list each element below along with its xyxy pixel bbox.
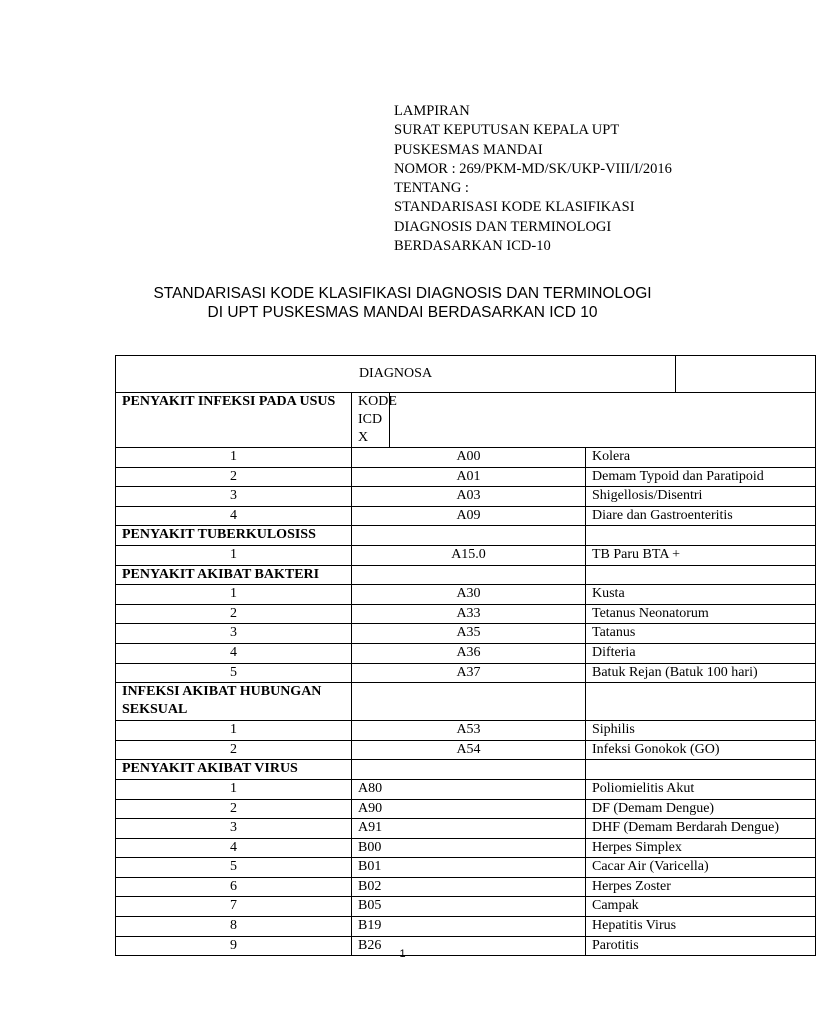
icd-code: B00: [352, 838, 586, 858]
diagnosis-name: Campak: [586, 897, 816, 917]
row-number: 1: [116, 779, 352, 799]
diagnosis-name: Hepatitis Virus: [586, 917, 816, 937]
header-line: TENTANG :: [394, 180, 469, 197]
diagnosis-name: Poliomielitis Akut: [586, 779, 816, 799]
table-row: [116, 897, 816, 917]
table-row: [116, 779, 816, 799]
diagnosis-name: Herpes Simplex: [586, 838, 816, 858]
header-line: NOMOR : 269/PKM-MD/SK/UKP-VIII/I/2016: [394, 160, 672, 177]
header-line: DIAGNOSIS DAN TERMINOLOGI: [394, 218, 612, 235]
category-row: [116, 526, 816, 546]
diagnosis-name: DHF (Demam Berdarah Dengue): [586, 819, 816, 839]
category-row: [116, 760, 816, 780]
row-number: 4: [116, 643, 352, 663]
icd-code: A33: [352, 604, 586, 624]
page-number: 1: [399, 948, 406, 960]
diagnosis-name: Demam Typoid dan Paratipoid: [586, 467, 816, 487]
icd-code: B01: [352, 858, 586, 878]
icd-code: A30: [352, 585, 586, 605]
row-number: 1: [116, 545, 352, 565]
header-line: BERDASARKAN ICD-10: [394, 238, 551, 255]
icd-code: B02: [352, 877, 586, 897]
diagnosis-name: Difteria: [586, 643, 816, 663]
row-number: 2: [116, 467, 352, 487]
category-label: PENYAKIT TUBERKULOSISS: [116, 526, 352, 546]
icd-code: A91: [352, 819, 586, 839]
category-label: INFEKSI AKIBAT HUBUNGAN SEKSUAL: [116, 683, 352, 721]
header-line: LAMPIRAN: [394, 103, 470, 119]
table-row: [116, 506, 816, 526]
icd-code: A36: [352, 643, 586, 663]
document-title: [0, 284, 805, 322]
icd-code: B26: [352, 936, 586, 956]
table-row: [116, 448, 816, 468]
icd-code: A09: [352, 506, 586, 526]
icd-code: A80: [352, 779, 586, 799]
empty-cell: [586, 760, 816, 780]
row-number: 1: [116, 448, 352, 468]
icd-code: A90: [352, 799, 586, 819]
diagnosis-name: Batuk Rejan (Batuk 100 hari): [586, 663, 816, 683]
category-label: PENYAKIT AKIBAT VIRUS: [116, 760, 352, 780]
header-line: PUSKESMAS MANDAI: [394, 141, 543, 158]
row-number: 8: [116, 917, 352, 937]
diagnosis-name: Kusta: [586, 585, 816, 605]
empty-cell: [586, 526, 816, 546]
table-row: [116, 877, 816, 897]
row-number: 5: [116, 663, 352, 683]
row-number: 4: [116, 838, 352, 858]
icd-code: A15.0: [352, 545, 586, 565]
table-row: [116, 467, 816, 487]
icd-table: [115, 355, 816, 956]
empty-cell: [390, 393, 816, 448]
table-row: [116, 624, 816, 644]
row-number: 1: [116, 585, 352, 605]
diagnosis-name: Diare dan Gastroenteritis: [586, 506, 816, 526]
icd-code: B19: [352, 917, 586, 937]
table-container: [115, 355, 779, 953]
category-row: [116, 683, 816, 721]
table-row: [116, 487, 816, 507]
category-label: PENYAKIT AKIBAT BAKTERI: [116, 565, 352, 585]
empty-cell: [352, 526, 586, 546]
table-row: [116, 643, 816, 663]
diagnosis-name: DF (Demam Dengue): [586, 799, 816, 819]
header-block: [394, 102, 672, 256]
table-row: [116, 858, 816, 878]
empty-cell: [352, 683, 586, 721]
table-row: [116, 721, 816, 741]
diagnosis-name: Cacar Air (Varicella): [586, 858, 816, 878]
table-row: [116, 545, 816, 565]
icd-code: A37: [352, 663, 586, 683]
table-row: [116, 604, 816, 624]
table-header-row: [116, 356, 816, 393]
row-number: 1: [116, 721, 352, 741]
empty-cell: [586, 565, 816, 585]
row-number: 9: [116, 936, 352, 956]
empty-cell: [352, 565, 586, 585]
diagnosis-name: Herpes Zoster: [586, 877, 816, 897]
diagnosis-name: Infeksi Gonokok (GO): [586, 740, 816, 760]
diagnosis-name: Tetanus Neonatorum: [586, 604, 816, 624]
diagnosis-name: Shigellosis/Disentri: [586, 487, 816, 507]
title-line-2: DI UPT PUSKESMAS MANDAI BERDASARKAN ICD 10: [207, 304, 598, 321]
diagnosa-header: DIAGNOSA: [116, 356, 676, 393]
table-row: [116, 585, 816, 605]
category-label: PENYAKIT INFEKSI PADA USUS: [116, 393, 352, 448]
diagnosis-name: Kolera: [586, 448, 816, 468]
table-body: [116, 356, 816, 956]
diagnosis-name: Parotitis: [586, 936, 816, 956]
icd-code: A03: [352, 487, 586, 507]
icd-code: B05: [352, 897, 586, 917]
table-row: [116, 838, 816, 858]
row-number: 7: [116, 897, 352, 917]
title-line-1: STANDARISASI KODE KLASIFIKASI DIAGNOSIS DAN TERMINOLOGI: [153, 285, 652, 302]
icd-code: A01: [352, 467, 586, 487]
table-row: [116, 663, 816, 683]
diagnosis-name: Tatanus: [586, 624, 816, 644]
empty-cell: [352, 760, 586, 780]
row-number: 2: [116, 740, 352, 760]
icd-code: A00: [352, 448, 586, 468]
row-number: 2: [116, 799, 352, 819]
table-row: [116, 819, 816, 839]
category-row: [116, 565, 816, 585]
row-number: 3: [116, 624, 352, 644]
icd-code: A54: [352, 740, 586, 760]
header-line: SURAT KEPUTUSAN KEPALA UPT: [394, 122, 620, 139]
empty-cell: [586, 683, 816, 721]
category-row: [116, 393, 816, 448]
table-row: [116, 740, 816, 760]
row-number: 4: [116, 506, 352, 526]
diagnosis-name: TB Paru BTA +: [586, 545, 816, 565]
empty-header-cell: [676, 356, 816, 393]
table-row: [116, 799, 816, 819]
table-row: [116, 917, 816, 937]
row-number: 3: [116, 487, 352, 507]
row-number: 2: [116, 604, 352, 624]
icd-code: A53: [352, 721, 586, 741]
row-number: 3: [116, 819, 352, 839]
header-line: STANDARISASI KODE KLASIFIKASI: [394, 199, 635, 216]
row-number: 5: [116, 858, 352, 878]
diagnosis-name: Siphilis: [586, 721, 816, 741]
kode-icd-header: KODE ICD X: [352, 393, 390, 448]
row-number: 6: [116, 877, 352, 897]
icd-code: A35: [352, 624, 586, 644]
